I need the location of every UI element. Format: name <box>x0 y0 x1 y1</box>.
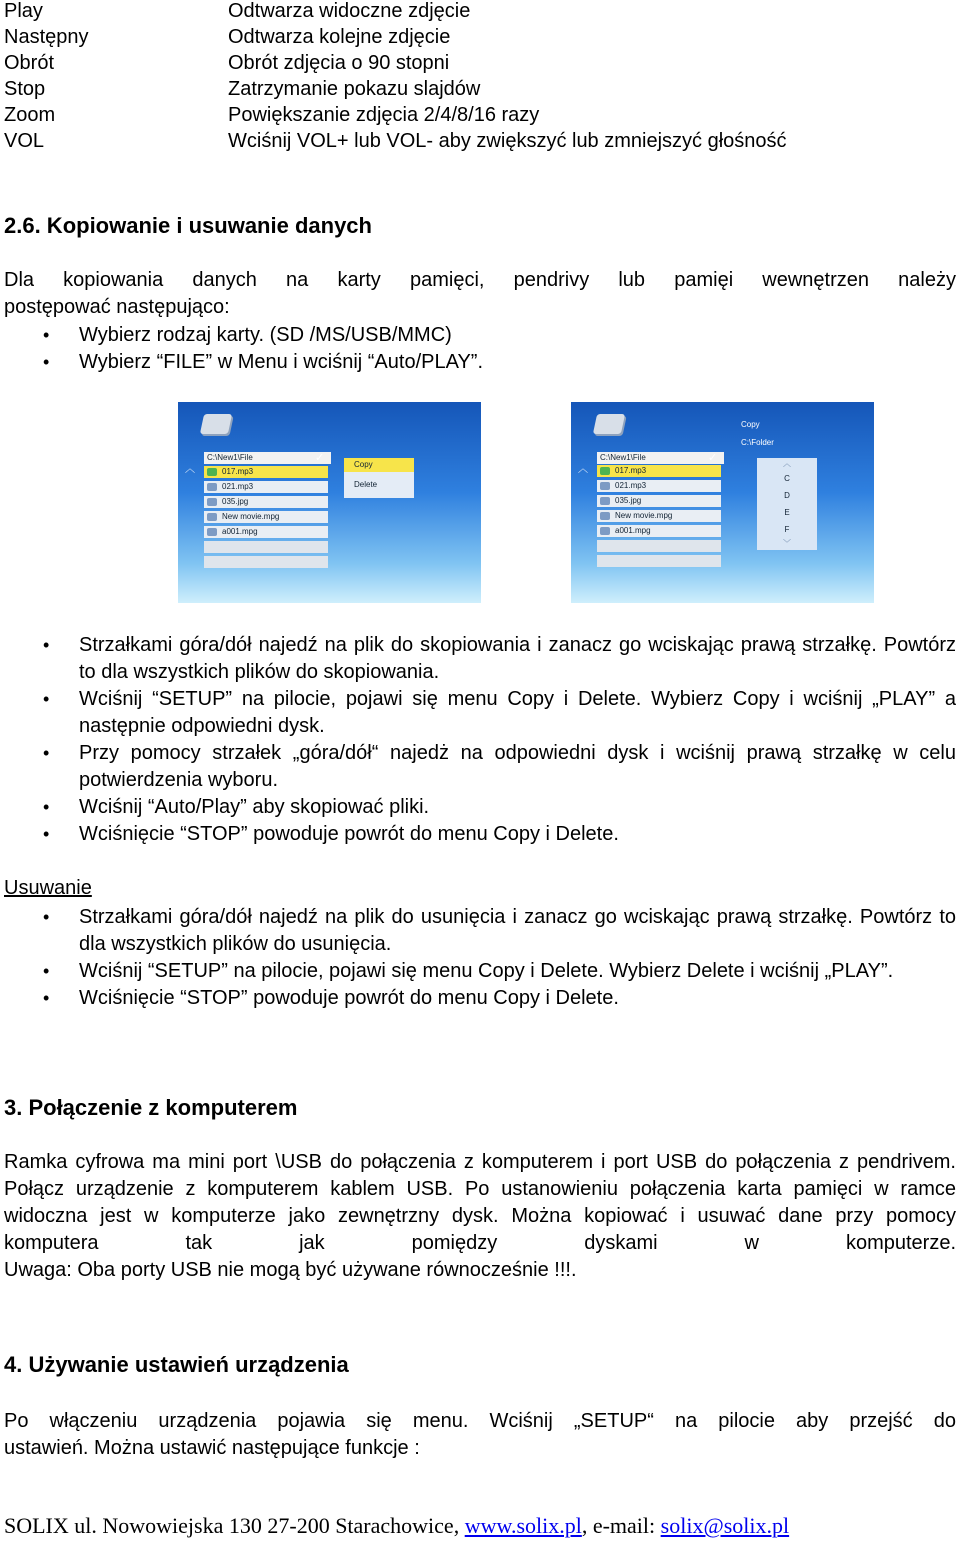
copy-folder: C:\Folder <box>741 438 774 447</box>
control-key: Następny <box>4 26 89 48</box>
folder-icon <box>593 414 625 434</box>
control-desc: Powiększanie zdjęcia 2/4/8/16 razy <box>228 104 540 126</box>
footer-email-label: , e-mail: <box>581 1513 661 1538</box>
list-item: • Przy pomocy strzałek „góra/dół“ najedż na odpowiedni dysk i wciśnij prawą strzałkę w celu potwierdzenia wyboru. <box>4 740 956 794</box>
section-heading-copy-delete: 2.6. Kopiowanie i usuwanie danych <box>4 213 372 238</box>
control-key: VOL <box>4 130 45 152</box>
screenshot-copy-delete-menu <box>178 402 481 603</box>
file-row <box>597 540 721 552</box>
steps-list-delete <box>4 904 956 1012</box>
file-row <box>597 555 721 567</box>
list-item: • Wciśnij “Auto/Play” aby skopiować pliki. <box>4 794 956 821</box>
copy-title: Copy <box>741 420 760 429</box>
file-row: New movie.mpg <box>597 510 721 522</box>
control-desc: Odtwarza kolejne zdjęcie <box>228 26 451 48</box>
check-icon: ✓ <box>315 452 325 464</box>
settings-line-1: Po włączeniu urządzenia pojawia się menu. Wciśnij „SETUP“ na pilocie aby przejść do <box>4 1410 956 1432</box>
settings-line-2: ustawień. Można ustawić następujące funkcje : <box>4 1437 420 1459</box>
control-desc: Zatrzymanie pokazu slajdów <box>228 78 481 100</box>
control-key: Obrót <box>4 52 55 74</box>
intro-line-2: postępować następująco: <box>4 296 230 318</box>
folder-icon <box>200 414 232 434</box>
drive-list <box>757 458 817 550</box>
control-desc: Obrót zdjęcia o 90 stopni <box>228 52 450 74</box>
website-link[interactable]: www.solix.pl <box>464 1513 582 1538</box>
list-item: • Wciśnij “SETUP” na pilocie, pojawi się menu Copy i Delete. Wybierz Delete i wciśnij „PLAY”. <box>4 958 956 985</box>
chevron-down-icon: ﹀ <box>783 539 791 548</box>
control-desc: Odtwarza widoczne zdjęcie <box>228 0 471 22</box>
chevron-up-icon: ︿ <box>578 464 588 475</box>
paragraph-computer: Ramka cyfrowa ma mini port \USB do połączenia z komputerem i port USB do połączenia z pendrivem. Połącz urządzenie z komputerem kablem USB. Po ustanowieniu połączenia karta pamięci w ramce widoczna jest w komputerze jako zewnętrzny dysk. Można kopiować i usuwać dane przy pomocy komputera tak jak pomiędzy dyskami w komputerze. <box>4 1151 956 1254</box>
file-row: 017.mp3 <box>204 466 328 478</box>
file-row <box>204 556 328 568</box>
control-desc: Wciśnij VOL+ lub VOL- aby zwiększyć lub zmniejszyć głośność <box>228 130 787 152</box>
menu-item-delete: Delete <box>354 480 378 489</box>
file-row: a001.mpg <box>204 526 328 538</box>
control-key: Stop <box>4 78 46 100</box>
control-key: Zoom <box>4 104 56 126</box>
screenshot-copy-drive-select <box>571 402 874 603</box>
list-item: • Wybierz “FILE” w Menu i wciśnij “Auto/PLAY”. <box>4 349 956 376</box>
note-usb: Uwaga: Oba porty USB nie mogą być używane równocześnie !!!. <box>4 1259 577 1281</box>
file-row: 035.jpg <box>204 496 328 508</box>
list-item: • Wciśnięcie “STOP” powoduje powrót do menu Copy i Delete. <box>4 821 956 848</box>
file-path: C:\New1\File <box>204 452 331 464</box>
steps-list-copy <box>4 632 956 848</box>
file-path: C:\New1\File <box>597 452 724 464</box>
list-item: • Wybierz rodzaj karty. (SD /MS/USB/MMC) <box>4 322 956 349</box>
file-row: New movie.mpg <box>204 511 328 523</box>
chevron-up-icon: ︿ <box>783 459 791 468</box>
section-heading-settings: 4. Używanie ustawień urządzenia <box>4 1352 349 1377</box>
subheading-usuwanie: Usuwanie <box>4 877 92 899</box>
list-item: • Wciśnij “SETUP” na pilocie, pojawi się menu Copy i Delete. Wybierz Copy i wciśnij „PLAY” a następnie odpowiedni dysk. <box>4 686 956 740</box>
control-key: Play <box>4 0 43 22</box>
list-item: • Wciśnięcie “STOP” powoduje powrót do menu Copy i Delete. <box>4 985 956 1012</box>
footer-address: SOLIX ul. Nowowiejska 130 27-200 Starachowice, <box>4 1513 465 1538</box>
list-item: • Strzałkami góra/dół najedź na plik do skopiowania i zanacz go wciskając prawą strzałkę. Powtórz to dla wszystkich plików do skopiowania. <box>4 632 956 686</box>
file-row <box>204 541 328 553</box>
footer <box>4 1513 789 1539</box>
chevron-up-icon: ︿ <box>185 464 195 475</box>
file-row: 021.mp3 <box>597 480 721 492</box>
drive-item: E <box>784 508 790 517</box>
file-row: 021.mp3 <box>204 481 328 493</box>
list-item: • Strzałkami góra/dół najedź na plik do usunięcia i zanacz go wciskając prawą strzałkę. Powtórz to dla wszystkich plików do usunięcia. <box>4 904 956 958</box>
steps-list-1 <box>4 322 956 376</box>
intro-line-1: Dla kopiowania danych na karty pamięci, pendrivy lub pamięi wewnętrzen należy <box>4 269 956 291</box>
email-link[interactable]: solix@solix.pl <box>660 1513 790 1538</box>
drive-item: C <box>784 474 790 483</box>
file-row: 017.mp3 <box>597 465 721 477</box>
section-heading-computer: 3. Połączenie z komputerem <box>4 1095 298 1120</box>
check-icon: ✓ <box>708 452 718 464</box>
menu-item-copy: Copy <box>344 458 414 472</box>
file-row: 035.jpg <box>597 495 721 507</box>
drive-item: D <box>784 491 790 500</box>
drive-item: F <box>784 525 790 534</box>
file-row: a001.mpg <box>597 525 721 537</box>
copy-delete-menu <box>344 458 414 498</box>
